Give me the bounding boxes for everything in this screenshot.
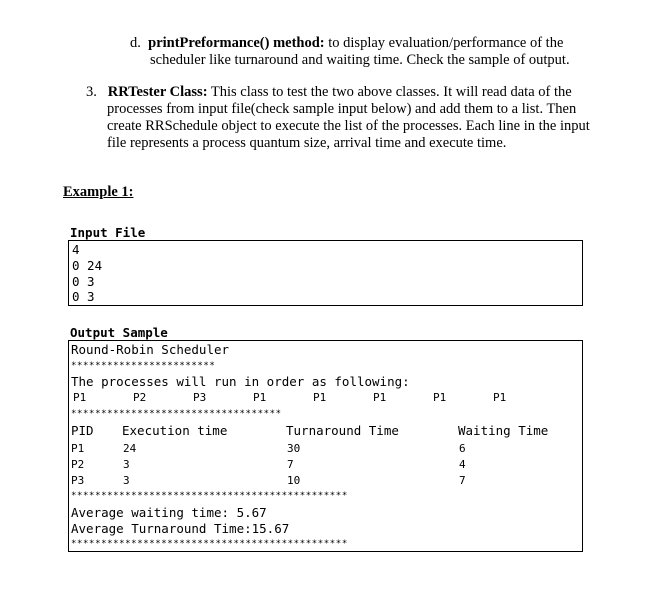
order-item: P1	[73, 391, 87, 404]
cell-execution: 24	[123, 442, 137, 455]
item-3-text: This class to test the two above classes. It will read data of the	[207, 84, 572, 100]
cell-pid: P3	[71, 474, 85, 487]
order-item: P1	[313, 391, 327, 404]
input-file-box	[68, 240, 583, 306]
cell-turnaround: 7	[287, 458, 294, 471]
input-line: 0 3	[72, 274, 95, 289]
table-header-pid: PID	[71, 423, 94, 438]
order-line: The processes will run in order as following:	[71, 374, 410, 389]
table-header-turnaround: Turnaround Time	[286, 423, 399, 438]
output-title-line: Round-Robin Scheduler	[71, 342, 230, 357]
cell-pid: P1	[71, 442, 85, 455]
cell-turnaround: 30	[287, 442, 301, 455]
output-sample-box	[68, 340, 583, 552]
item-3-title: RRTester Class:	[107, 84, 208, 100]
item-d-line1	[130, 35, 563, 52]
item-3-line4: file represents a process quantum size, arrival time and execute time.	[107, 135, 507, 151]
order-item: P1	[373, 391, 387, 404]
output-sample-label: Output Sample	[70, 325, 168, 340]
cell-waiting: 6	[459, 442, 466, 455]
order-item: P1	[433, 391, 447, 404]
item-3-marker: 3.	[86, 84, 97, 100]
table-header-execution: Execution time	[122, 423, 228, 438]
star-separator: **********************************************	[71, 491, 348, 501]
order-item: P1	[493, 391, 507, 404]
cell-pid: P2	[71, 458, 85, 471]
avg-waiting-line: Average waiting time: 5.67	[71, 505, 267, 520]
input-line: 0 24	[72, 258, 103, 273]
cell-waiting: 4	[459, 458, 466, 471]
cell-execution: 3	[123, 458, 130, 471]
input-file-label: Input File	[70, 225, 146, 240]
item-3-line3: create RRSchedule object to execute the list of the processes. Each line in the input	[107, 118, 590, 134]
avg-turnaround-line: Average Turnaround Time:15.67	[71, 521, 290, 536]
item-3-line1	[86, 84, 572, 101]
table-header-waiting: Waiting Time	[458, 423, 549, 438]
order-item: P2	[133, 391, 147, 404]
item-d-line2: scheduler like turnaround and waiting time. Check the sample of output.	[150, 52, 570, 68]
cell-execution: 3	[123, 474, 130, 487]
item-d-marker: d.	[130, 35, 141, 51]
order-item: P3	[193, 391, 207, 404]
star-separator: ***********************************	[71, 409, 282, 419]
item-d-text: to display evaluation/performance of the	[324, 35, 564, 51]
star-separator: ************************	[71, 361, 216, 371]
item-3-line2: processes from input file(check sample input below) and add them to a list. Then	[107, 101, 577, 117]
item-d-title: printPreformance() method:	[148, 35, 325, 51]
star-separator: **********************************************	[71, 539, 348, 549]
order-item: P1	[253, 391, 267, 404]
cell-turnaround: 10	[287, 474, 301, 487]
example-heading: Example 1:	[63, 184, 134, 200]
cell-waiting: 7	[459, 474, 466, 487]
input-line: 0 3	[72, 289, 95, 304]
input-line: 4	[72, 242, 80, 257]
